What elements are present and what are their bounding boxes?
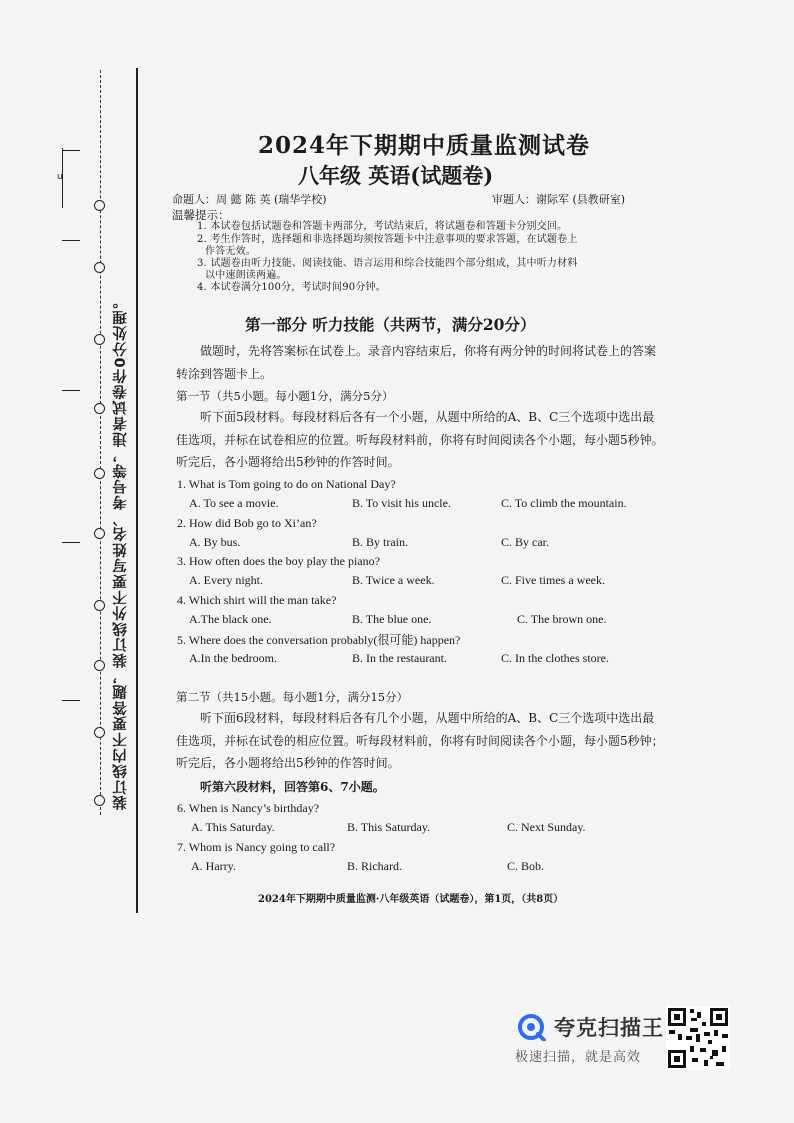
section-heading: 第一节（共5小题。每小题1分，满分5分） <box>176 389 394 403</box>
option-c: C. By car. <box>501 535 549 549</box>
tip-line: 1. 本试卷包括试题卷和答题卡两部分，考试结束后，将试题卷和答题卡分别交回。 <box>197 221 568 232</box>
option-a: A. Harry. <box>191 859 236 873</box>
qr-code-icon <box>666 1006 730 1070</box>
binding-hole <box>94 727 105 738</box>
option-a: A.In the bedroom. <box>189 651 277 665</box>
margin-tick <box>62 240 80 241</box>
binding-hole <box>94 528 105 539</box>
exam-title: 2024年下期期中质量监测试卷 <box>258 132 591 159</box>
margin-tick <box>62 542 80 543</box>
question-stem: 5. Where does the conversation probably(很可能) happen? <box>177 633 461 647</box>
scanner-slogan: 极速扫描，就是高效 <box>515 1050 642 1065</box>
option-a: A. This Saturday. <box>191 820 275 834</box>
binding-hole <box>94 795 105 806</box>
option-a: A. Every night. <box>189 573 263 587</box>
question-stem: 7. Whom is Nancy going to call? <box>177 840 336 854</box>
option-b: B. To visit his uncle. <box>352 496 451 510</box>
part-intro-text: 做题时，先将答案标在试卷上。录音内容结束后，你将有两分钟的时间将试卷上的答案转涂到答题卡上。 <box>176 344 657 381</box>
binding-hole <box>94 334 105 345</box>
binding-hole <box>94 600 105 611</box>
option-c: C. In the clothes store. <box>501 651 609 665</box>
tips-heading: 温馨提示： <box>172 208 230 222</box>
option-c: C. Bob. <box>507 859 545 873</box>
binding-hole <box>94 468 105 479</box>
option-b: B. Twice a week. <box>352 573 435 587</box>
tip-line: 2. 考生作答时，选择题和非选择题均须按答题卡中注意事项的要求答题，在试题卷上 <box>197 234 578 245</box>
setters: 命题人：周 懿 陈 英 (瑞华学校) <box>172 193 327 206</box>
reviewer: 审题人：谢际军 (县教研室) <box>492 193 626 206</box>
option-c: C. Five times a week. <box>501 573 605 587</box>
margin-tick <box>62 150 80 151</box>
tip-line: 作答无效。 <box>205 246 256 257</box>
option-a: A.The black one. <box>189 612 272 626</box>
section-heading: 第二节（共15小题。每小题1分，满分15分） <box>176 690 409 704</box>
question-stem: 6. When is Nancy’s birthday? <box>177 801 320 815</box>
scanner-app-name: 夸克扫描王 <box>554 1016 664 1040</box>
sub-heading: 听第六段材料，回答第6、7小题。 <box>200 780 385 794</box>
part-intro <box>176 340 666 385</box>
margin-tick <box>62 390 80 391</box>
binding-hole <box>94 660 105 671</box>
margin-rule <box>136 68 138 913</box>
binding-hole <box>94 403 105 414</box>
section-instructions-text: 听下面6段材料，每段材料后各有几个小题，从题中所给的A、B、C三个选项中选出最佳选项，并标在试卷的相应位置。听每段材料前，你将有时间阅读各个小题，每小题5秒钟；听完后，各小题将给出5秒钟的作答时间。 <box>176 711 664 770</box>
scanner-logo-icon <box>516 1013 546 1041</box>
option-c: C. To climb the mountain. <box>501 496 627 510</box>
tip-line: 以中速朗读两遍。 <box>205 270 287 281</box>
option-b: B. Richard. <box>347 859 402 873</box>
margin-mark: u <box>57 172 63 182</box>
section-instructions <box>176 707 666 775</box>
question-stem: 1. What is Tom going to do on National Day? <box>177 477 396 491</box>
page-footer: 2024年下期期中质量监测·八年级英语（试题卷），第1页，（共8页） <box>258 894 564 905</box>
binding-line <box>100 70 101 815</box>
margin-tick <box>62 700 80 701</box>
option-a: A. To see a movie. <box>189 496 279 510</box>
tip-line: 4. 本试卷满分100分，考试时间90分钟。 <box>197 282 386 293</box>
question-stem: 2. How did Bob go to Xi’an? <box>177 516 317 530</box>
option-c: C. The brown one. <box>517 612 607 626</box>
option-b: B. By train. <box>352 535 408 549</box>
tip-line: 3. 试题卷由听力技能、阅读技能、语言运用和综合技能四个部分组成，其中听力材料 <box>197 258 578 269</box>
option-b: B. The blue one. <box>352 612 432 626</box>
binding-hole <box>94 262 105 273</box>
option-b: B. In the restaurant. <box>352 651 447 665</box>
option-a: A. By bus. <box>189 535 241 549</box>
option-b: B. This Saturday. <box>347 820 430 834</box>
binding-notice: 装订线内不要答题，装订线外不要写姓名、考号等，违者试卷作0分处理。 <box>113 293 129 810</box>
question-stem: 4. Which shirt will the man take? <box>177 593 337 607</box>
exam-subtitle: 八年级 英语(试题卷) <box>298 163 494 188</box>
part-heading: 第一部分 听力技能（共两节，满分20分） <box>245 315 536 334</box>
binding-hole <box>94 200 105 211</box>
section-instructions-text: 听下面5段材料。每段材料后各有一个小题，从题中所给的A、B、C三个选项中选出最佳选项，并标在试卷相应的位置。听每段材料前，你将有时间阅读各个小题，每小题5秒钟。听完后，各小题将给出5秒钟的作答时间。 <box>176 410 664 469</box>
option-c: C. Next Sunday. <box>507 820 586 834</box>
question-stem: 3. How often does the boy play the piano? <box>177 554 380 568</box>
section-instructions <box>176 406 666 474</box>
